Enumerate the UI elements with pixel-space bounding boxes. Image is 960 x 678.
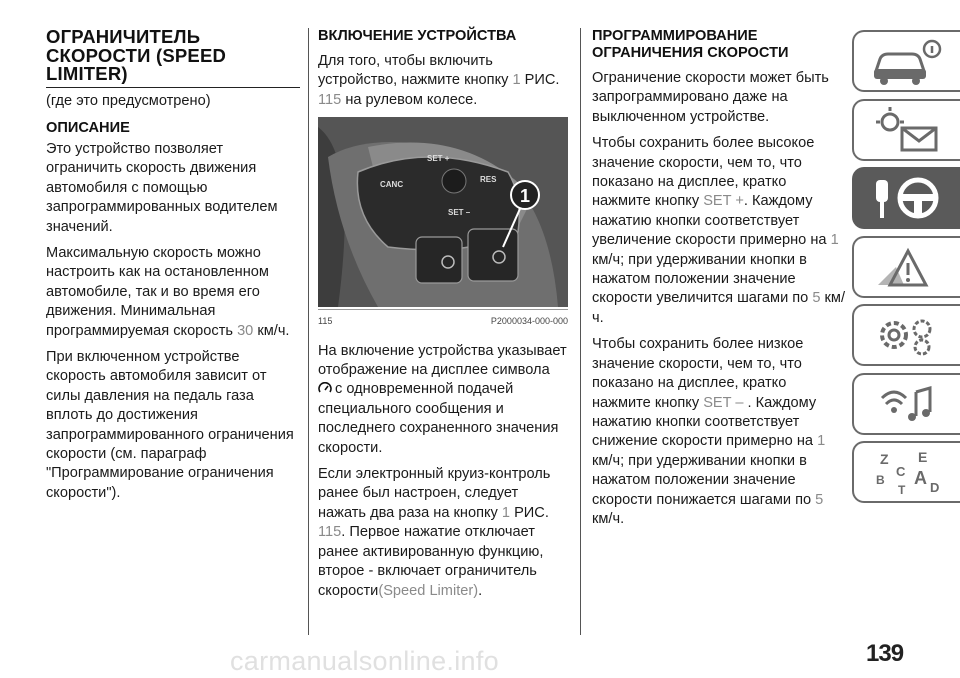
svg-text:E: E [918,449,928,465]
multimedia-icon [868,378,946,430]
column-divider [308,28,309,635]
chapter-tabs [852,30,960,510]
paragraph: При включенном устройстве скорость автомобиля зависит от силы давления на педаль газа вплоть до достижения запрограммированного ограничения скорости (см. параграф "Программирование ограничения скорости"). [46,348,294,501]
tab-emergency[interactable] [852,236,960,298]
maintenance-gears-icon [868,309,946,361]
paragraph: Чтобы сохранить более низкое значение скорости, чем то, что показано на дисплее, кратко нажмите кнопку SET – . Каждому нажатию кнопки соответствует снижение скорости примерно на 1 км/ч; при удерживании кнопки в нажатом положении значение скорости понижается шагами по 5 км/ч. [592,336,826,527]
heading-description: ОПИСАНИЕ [46,119,130,136]
paragraph: Это устройство позволяет ограничить скорость движения автомобиля с помощью запрограммированных водителем значений. [46,140,278,235]
svg-text:D: D [930,480,940,495]
tab-multimedia[interactable] [852,373,960,435]
steering-wheel-illustration [318,117,568,307]
paragraph: Чтобы сохранить более высокое значение скорости, чем то, что показано на дисплее, кратко нажмите кнопку SET +. Каждому нажатию кнопки соответствует увеличение скорости примерно на 1 км/ч; при удерживании кнопки в нажатом положении значение скорости увеличится шагами по 5 км/ч. [592,135,846,326]
tab-warning-lights[interactable] [852,99,960,161]
res-label: RES [480,175,497,185]
section-title: ОГРАНИЧИТЕЛЬ СКОРОСТИ (SPEED LIMITER) [46,28,300,88]
figure-caption: 115 P2000034-000-000 [318,309,568,331]
index-letters-icon [868,446,946,498]
svg-text:B: B [876,473,885,487]
heading-activation: ВКЛЮЧЕНИЕ УСТРОЙСТВА [318,28,517,44]
set-plus-label: SET + [427,154,450,164]
paragraph: Если электронный круиз-контроль ранее был настроен, следует нажать два раза на кнопку 1 РИС. 115. Первое нажатие отключает ранее активированную функцию, второе - включает ограничитель скорости(Speed Limiter). [318,466,551,599]
steering-wheel-buttons-figure [318,117,568,307]
svg-text:Z: Z [880,451,889,467]
speed-limiter-symbol-icon [318,382,332,395]
paragraph: На включение устройства указывает отображение на дисплее символа с одновременной подачей специального сообщения и последнего сохраненного значения скорости. [318,342,567,456]
svg-text:C: C [896,464,906,479]
emergency-triangle-icon [868,241,946,293]
page-number: 139 [866,640,904,667]
car-info-icon [868,35,946,87]
column-speed-limiter-intro [46,28,300,510]
column-divider [580,28,581,635]
tab-starting-driving[interactable] [852,167,960,229]
tab-maintenance[interactable] [852,304,960,366]
svg-text:T: T [898,483,906,497]
heading-programming: ПРОГРАММИРОВАНИЕ ОГРАНИЧЕНИЯ СКОРОСТИ [592,28,789,61]
key-steering-wheel-icon [868,172,946,224]
set-minus-label: SET – [448,208,471,218]
svg-text:A: A [914,468,927,488]
section-subtitle: (где это предусмотрено) [46,92,211,109]
paragraph: Максимальную скорость можно настроить как на остановленном автомобиле, так и во время его движения. Минимальная программируемая скорость 30 км/ч. [46,244,290,339]
tab-car-info[interactable] [852,30,960,92]
column-activation [318,28,570,608]
paragraph: Для того, чтобы включить устройство, нажмите кнопку 1 РИС. 115 на рулевом колесе. [318,53,560,108]
watermark: carmanualsonline.info [230,646,499,676]
canc-label: CANC [380,180,404,190]
tab-index[interactable] [852,441,960,503]
column-programming [592,28,847,536]
callout-number: 1 [520,186,531,207]
warning-lights-icon [868,104,946,156]
paragraph: Ограничение скорости может быть запрограммировано даже на выключенном устройстве. [592,70,829,125]
